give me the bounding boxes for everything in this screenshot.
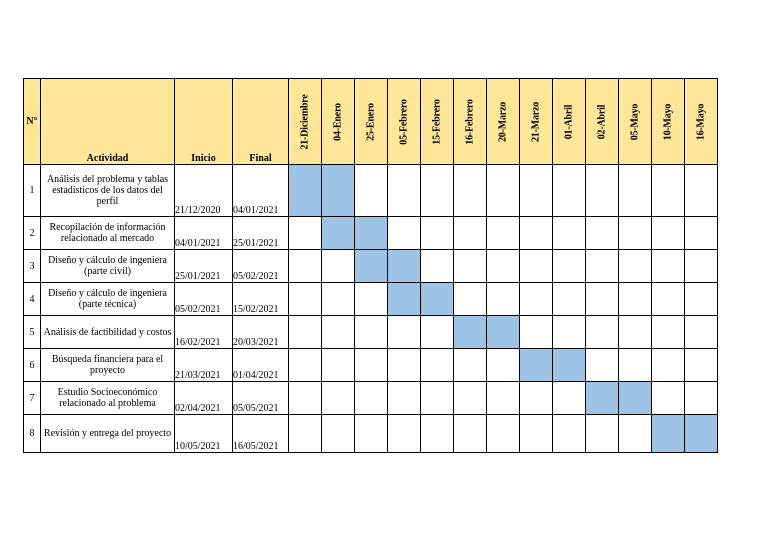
gantt-cell [421, 382, 454, 415]
gantt-cell [388, 349, 421, 382]
gantt-cell [586, 250, 619, 283]
header-week: 04-Enero [322, 79, 355, 165]
gantt-cell [388, 415, 421, 453]
gantt-cell [454, 349, 487, 382]
gantt-bar-cell [652, 415, 685, 453]
header-end: Final [233, 79, 289, 165]
gantt-cell [553, 316, 586, 349]
gantt-cell [289, 349, 322, 382]
start-date: 02/04/2021 [175, 382, 233, 415]
row-number: 3 [24, 250, 41, 283]
gantt-table [23, 78, 718, 453]
gantt-cell [289, 316, 322, 349]
end-date: 20/03/2021 [233, 316, 289, 349]
header-row [24, 79, 718, 165]
activity-name: Búsqueda financiera para el proyecto [41, 349, 175, 382]
gantt-bar-cell [685, 415, 718, 453]
gantt-cell [487, 165, 520, 217]
row-number: 8 [24, 415, 41, 453]
row-number: 5 [24, 316, 41, 349]
header-week: 02-Abril [586, 79, 619, 165]
gantt-cell [487, 415, 520, 453]
table-row [24, 217, 718, 250]
gantt-cell [421, 250, 454, 283]
gantt-cell [487, 349, 520, 382]
header-week: 20-Marzo [487, 79, 520, 165]
gantt-cell [421, 415, 454, 453]
gantt-cell [652, 217, 685, 250]
gantt-bar-cell [289, 165, 322, 217]
gantt-cell [586, 217, 619, 250]
gantt-cell [388, 165, 421, 217]
start-date: 10/05/2021 [175, 415, 233, 453]
gantt-cell [685, 316, 718, 349]
gantt-cell [619, 283, 652, 316]
gantt-cell [619, 316, 652, 349]
row-number: 1 [24, 165, 41, 217]
gantt-cell [652, 250, 685, 283]
gantt-cell [553, 415, 586, 453]
gantt-cell [388, 316, 421, 349]
gantt-bar-cell [322, 165, 355, 217]
end-date: 05/02/2021 [233, 250, 289, 283]
row-number: 7 [24, 382, 41, 415]
gantt-cell [685, 382, 718, 415]
gantt-cell [322, 415, 355, 453]
table-row [24, 415, 718, 453]
gantt-bar-cell [487, 316, 520, 349]
gantt-cell [685, 250, 718, 283]
gantt-cell [487, 217, 520, 250]
gantt-cell [322, 250, 355, 283]
end-date: 16/05/2021 [233, 415, 289, 453]
gantt-cell [619, 415, 652, 453]
gantt-cell [454, 250, 487, 283]
header-activity: Actividad [41, 79, 175, 165]
end-date: 25/01/2021 [233, 217, 289, 250]
header-week: 05-Mayo [619, 79, 652, 165]
gantt-bar-cell [322, 217, 355, 250]
gantt-cell [520, 250, 553, 283]
gantt-cell [355, 415, 388, 453]
gantt-bar-cell [619, 382, 652, 415]
table-row [24, 316, 718, 349]
activity-name: Estudio Socioeconómico relacionado al problema [41, 382, 175, 415]
start-date: 21/12/2020 [175, 165, 233, 217]
gantt-cell [421, 316, 454, 349]
gantt-cell [289, 217, 322, 250]
gantt-bar-cell [454, 316, 487, 349]
row-number: 6 [24, 349, 41, 382]
gantt-cell [619, 250, 652, 283]
header-week: 25-Enero [355, 79, 388, 165]
gantt-cell [685, 283, 718, 316]
start-date: 21/03/2021 [175, 349, 233, 382]
header-week: 10-Mayo [652, 79, 685, 165]
gantt-cell [355, 283, 388, 316]
activity-name: Recopilación de información relacionado al mercado [41, 217, 175, 250]
gantt-cell [322, 349, 355, 382]
header-number: N° [24, 79, 41, 165]
start-date: 05/02/2021 [175, 283, 233, 316]
gantt-cell [355, 382, 388, 415]
gantt-bar-cell [520, 349, 553, 382]
gantt-cell [685, 349, 718, 382]
end-date: 01/04/2021 [233, 349, 289, 382]
gantt-cell [289, 250, 322, 283]
gantt-cell [619, 165, 652, 217]
header-week: 01-Abril [553, 79, 586, 165]
gantt-cell [685, 217, 718, 250]
table-row [24, 283, 718, 316]
gantt-cell [289, 415, 322, 453]
gantt-cell [586, 349, 619, 382]
gantt-cell [652, 165, 685, 217]
gantt-cell [388, 382, 421, 415]
gantt-cell [487, 382, 520, 415]
gantt-cell [553, 250, 586, 283]
gantt-cell [586, 316, 619, 349]
gantt-bar-cell [586, 382, 619, 415]
gantt-cell [289, 382, 322, 415]
gantt-cell [553, 283, 586, 316]
activity-name: Diseño y cálculo de ingeniera (parte civil) [41, 250, 175, 283]
header-week: 16-Febrero [454, 79, 487, 165]
gantt-cell [553, 217, 586, 250]
gantt-cell [388, 217, 421, 250]
table-row [24, 250, 718, 283]
gantt-cell [586, 283, 619, 316]
header-week: 21-Diciembre [289, 79, 322, 165]
gantt-bar-cell [553, 349, 586, 382]
gantt-cell [652, 349, 685, 382]
gantt-cell [520, 165, 553, 217]
gantt-cell [520, 316, 553, 349]
activity-name: Diseño y cálculo de ingeniera (parte técnica) [41, 283, 175, 316]
activity-name: Análisis del problema y tablas estadísticos de los datos del perfil [41, 165, 175, 217]
start-date: 25/01/2021 [175, 250, 233, 283]
gantt-cell [487, 283, 520, 316]
end-date: 04/01/2021 [233, 165, 289, 217]
gantt-cell [520, 217, 553, 250]
row-number: 4 [24, 283, 41, 316]
header-week: 15-Febrero [421, 79, 454, 165]
gantt-cell [520, 283, 553, 316]
gantt-cell [289, 283, 322, 316]
gantt-cell [421, 349, 454, 382]
table-row [24, 165, 718, 217]
gantt-cell [553, 382, 586, 415]
end-date: 05/05/2021 [233, 382, 289, 415]
gantt-cell [586, 165, 619, 217]
gantt-cell [454, 382, 487, 415]
start-date: 04/01/2021 [175, 217, 233, 250]
gantt-cell [421, 165, 454, 217]
gantt-cell [454, 415, 487, 453]
gantt-cell [454, 283, 487, 316]
activity-name: Análisis de factibilidad y costos [41, 316, 175, 349]
header-week: 16-Mayo [685, 79, 718, 165]
gantt-cell [355, 349, 388, 382]
gantt-bar-cell [388, 250, 421, 283]
gantt-cell [454, 217, 487, 250]
gantt-cell [553, 165, 586, 217]
activity-name: Revisión y entrega del proyecto [41, 415, 175, 453]
gantt-cell [619, 217, 652, 250]
gantt-cell [421, 217, 454, 250]
header-week: 05-Febrero [388, 79, 421, 165]
gantt-cell [619, 349, 652, 382]
gantt-bar-cell [388, 283, 421, 316]
end-date: 15/02/2021 [233, 283, 289, 316]
gantt-cell [355, 316, 388, 349]
gantt-cell [322, 382, 355, 415]
gantt-cell [652, 283, 685, 316]
header-week: 21-Marzo [520, 79, 553, 165]
gantt-bar-cell [421, 283, 454, 316]
gantt-cell [322, 283, 355, 316]
gantt-cell [652, 382, 685, 415]
gantt-bar-cell [355, 217, 388, 250]
gantt-cell [520, 382, 553, 415]
gantt-cell [355, 165, 388, 217]
gantt-cell [685, 165, 718, 217]
gantt-cell [454, 165, 487, 217]
header-start: Inicio [175, 79, 233, 165]
gantt-cell [487, 250, 520, 283]
gantt-cell [520, 415, 553, 453]
gantt-cell [586, 415, 619, 453]
start-date: 16/02/2021 [175, 316, 233, 349]
row-number: 2 [24, 217, 41, 250]
table-row [24, 349, 718, 382]
gantt-cell [652, 316, 685, 349]
gantt-cell [322, 316, 355, 349]
table-row [24, 382, 718, 415]
gantt-bar-cell [355, 250, 388, 283]
